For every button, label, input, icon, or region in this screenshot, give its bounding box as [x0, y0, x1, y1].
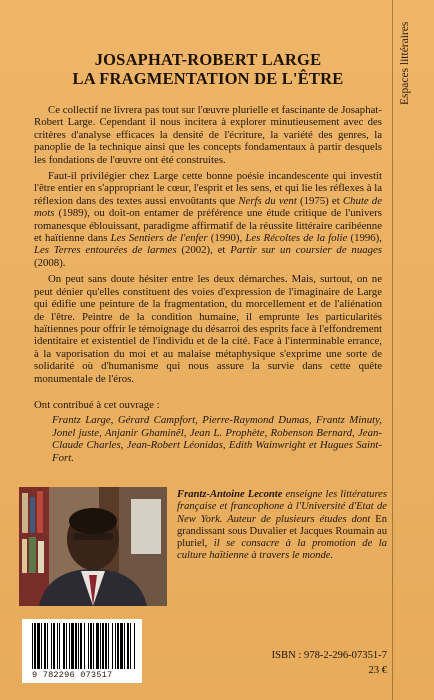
p2-text-d: (1990),	[207, 232, 246, 245]
barcode-bar	[117, 623, 119, 669]
p2-text-f: (2002), et	[176, 244, 231, 257]
barcode-bar	[108, 623, 109, 669]
barcode-bar	[75, 623, 77, 669]
barcode-bar	[84, 623, 85, 669]
barcode-bar	[80, 623, 82, 669]
title-chute-de-mots: Chute de mots	[34, 194, 382, 220]
barcode-bar	[90, 623, 92, 669]
barcode-bar	[102, 623, 104, 669]
paragraph-1: Ce collectif ne livrera pas tout sur l'œuvre plurielle et fascinante de Josaphat-Robert Large. Cependant il nous incitera à explorer minutieusement avec des critères d'analyse efficaces la densité de l'écriture, la variété des genres, la panoplie de la technique ainsi que les concepts fondamentaux à partir desquels les fondations de l'œuvre ont été construites.	[34, 104, 382, 166]
p2-text-g: (2008).	[34, 256, 66, 269]
spine-divider	[392, 0, 393, 700]
bio-text-c: , il se consacre à la promotion de la culture haïtienne à travers le monde.	[177, 538, 387, 562]
series-label: Espaces littéraires	[399, 22, 411, 106]
book-title	[34, 50, 382, 88]
barcode-bar	[112, 623, 113, 669]
barcode-bar	[78, 623, 79, 669]
main-content	[34, 50, 382, 464]
barcode-bar	[66, 623, 67, 669]
title-line-2: LA FRAGMENTATION DE L'ÊTRE	[72, 69, 344, 88]
paragraph-2	[34, 170, 382, 269]
barcode-bar	[41, 623, 42, 669]
p2-text-c: (1989), ou doit-on entamer de préférence une étude critique de l'univers romanesque éblouissant, paradigme affirmatif de la réussite littéraire caribéenne et haïtienne dans	[34, 207, 382, 245]
barcode-bar	[100, 623, 101, 669]
barcode-bar	[37, 623, 40, 669]
barcode-bar	[69, 623, 70, 669]
barcode-bar	[63, 623, 65, 669]
title-recoltes-folie: Les Récoltes de la folie	[245, 232, 348, 245]
paragraph-3: On peut sans doute hésiter entre les deux démarches. Mais, surtout, on ne peut dénier qu'elles constituent des voies d'expression de l'imaginaire de Large qui édifie une peinture de la fragmentation, du morcellement et de l'aliénation de l'être. Peintre de la condition humaine, il emprunte les particularités haïtiennes pour offrir le témoignage du désarroi des esprits face à l'effondrement identitaire et existentiel de l'individu et de la cité. Face à l'interminable errance, à la vaporisation du moi et au malaise métaphysique s'exprime une sorte de solidarité où d'humanisme qui nous assure la survie dans cette quête monumentale de l'éros.	[34, 273, 382, 385]
isbn: ISBN : 978-2-296-07351-7	[271, 650, 387, 661]
barcode-bar	[51, 623, 52, 669]
title-partir-coursier: Partir sur un coursier de nuages	[230, 244, 383, 257]
p2-text-e: (1996),	[347, 232, 382, 245]
barcode-bar	[134, 623, 135, 669]
barcode-bar	[93, 623, 94, 669]
barcode-bar	[53, 623, 55, 669]
barcode-bar	[96, 623, 99, 669]
barcode-bar	[130, 623, 131, 669]
barcode-bar	[57, 623, 58, 669]
title-line-1: JOSAPHAT-ROBERT LARGE	[94, 50, 322, 69]
barcode-bar	[71, 623, 74, 669]
barcode-bar	[47, 623, 48, 669]
barcode-bar	[34, 623, 36, 669]
barcode-bar	[32, 623, 33, 669]
author-portrait-image	[19, 487, 167, 606]
contributors-intro: Ont contribué à cet ouvrage :	[34, 398, 160, 411]
barcode-bar	[44, 623, 46, 669]
barcode-bar	[88, 623, 89, 669]
barcode-bar	[115, 623, 116, 669]
barcode	[22, 619, 142, 683]
barcode-bars	[32, 623, 136, 669]
author-bio	[177, 489, 387, 563]
p2-text-a: Faut-il privilégier chez Large cette bonne poésie incandescente qui investit l'être entier en s'appropriant le cœur, l'esprit et les sens, et qui lie les réflexes à la réflexion dans des textes aussi envoûtants que	[34, 170, 382, 207]
p2-text-b: (1975) et	[296, 194, 343, 207]
title-sentiers-enfer: Les Sentiers de l'enfer	[110, 232, 208, 245]
title-terres-larmes: Les Terres entourées de larmes	[34, 244, 177, 257]
barcode-bar	[124, 623, 125, 669]
blurb	[34, 104, 382, 464]
price: 23 €	[368, 665, 387, 676]
title-nerfs-du-vent: Nerfs du vent	[238, 194, 297, 207]
contributors-list: Frantz Large, Gérard Campfort, Pierre-Raymond Dumas, Frantz Minuty, Jonel juste, Anjanir Ghaminêl, Jean L. Prophète, Robenson Bernard, Jean-Claude Charles, Jean-Robert Léonidas, Edith Wainwright et Hugues Saint-Fort.	[52, 414, 382, 464]
barcode-digits: 9 782296 073517	[32, 670, 113, 680]
bio-book-title: En grandissant sous Duvalier et Jacques Roumain au pluriel	[177, 513, 387, 550]
barcode-bar	[120, 623, 123, 669]
author-photo	[19, 487, 167, 606]
bio-text-a: enseigne les littératures française et francophone à l'Université d'Etat de New York. Auteur de plusieurs études dont	[177, 489, 387, 525]
author-name: Frantz-Antoine Leconte	[177, 489, 283, 500]
barcode-bar	[105, 623, 107, 669]
barcode-bar	[59, 623, 60, 669]
barcode-bar	[127, 623, 129, 669]
